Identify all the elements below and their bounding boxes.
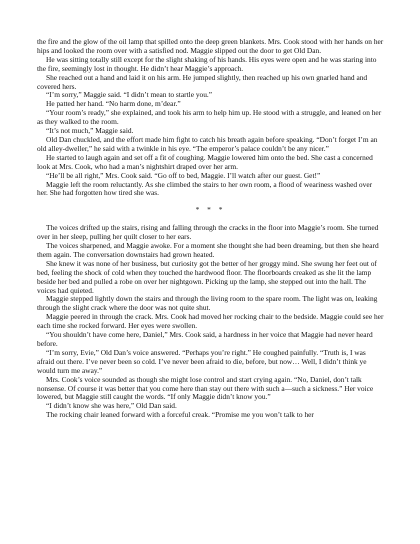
paragraph: “Your room’s ready,” she explained, and took his arm to help him up. He stood with a struggle, and leaned on her as they walked to the room. [37,108,382,127]
section-two [37,224,384,420]
paragraph: “I didn’t know she was here,” Old Dan said. [46,401,177,411]
paragraph: “He’ll be all right,” Mrs. Cook said. “Go off to bed, Maggie. I’ll watch after our guest. Get!” [46,170,321,180]
paragraph: She knew it was none of her business, but curiosity got the better of her groggy mind. She swung her feet out of bed, feeling the shock of cold when they touched the hardwood floor. The floorboards creaked as she lit the lamp beside her bed and pulled a robe on over her nightgown. Picking up the lamp, she stepped out into the hall. The voices had quieted. [37,258,377,295]
paragraph: “It’s not much,” Maggie said. [46,126,134,136]
paragraph: Mrs. Cook’s voice sounded as though she might lose control and start crying again. “No, Daniel, don’t talk nonsense. Of course it was better that you come here than stay out there with such a—such a sickness.” Her voice lowered, but Maggie still caught the words. “If only Maggie didn’t know you.” [37,374,374,402]
paragraph: The voices sharpened, and Maggie awoke. For a moment she thought she had been dreaming, but then she heard them again. The conversation downstairs had grown heated. [37,241,379,259]
section-one [37,38,384,198]
paragraph: “I’m sorry,” Maggie said. “I didn’t mean to startle you.” [46,90,213,100]
paragraph: He patted her hand. “No harm done, m’dear.” [46,99,181,109]
scene-separator: * * * [195,205,226,215]
paragraph: Maggie stepped lightly down the stairs and through the living room to the spare room. The light was on, leaking through the slight crack where the door was not quite shut. [37,294,378,313]
paragraph: He started to laugh again and set off a fit of coughing. Maggie lowered him onto the bed. She cast a concerned look at Mrs. Cook, who had a man’s nightshirt draped over her arm. [37,152,373,171]
paragraph: The voices drifted up the stairs, rising and falling through the cracks in the floor into Maggie’s room. She turned over in her sleep, pulling her quilt closer to her ears. [37,223,379,242]
paragraph: Old Dan chuckled, and the effort made him fight to catch his breath again before speaking. “Don’t forget I’m an old alley-dweller,” he said with a twinkle in his eye. “The emperor’s palace couldn’t be any nicer.” [37,134,378,153]
paragraph: Maggie left the room reluctantly. As she climbed the stairs to her own room, a flood of weariness washed over her. She had forgotten how tired she was. [37,179,373,198]
paragraph: She reached out a hand and laid it on his arm. He jumped slightly, then reached up his own gnarled hand and covered hers. [37,72,368,91]
book-page [37,38,384,420]
paragraph: He was sitting totally still except for the slight shaking of his hands. His eyes were open and he was staring into the fire, seemingly lost in thought. He didn’t hear Maggie’s approach. [37,54,377,73]
paragraph: “You shouldn’t have come here, Daniel,” Mrs. Cook said, a hardness in her voice that Maggie had never heard before. [37,330,373,348]
paragraph: Maggie peered in through the crack. Mrs. Cook had moved her rocking chair to the bedside. Maggie could see her each time she rocked forward. Her eyes were swollen. [37,312,384,331]
paragraph: the fire and the glow of the oil lamp that spilled onto the deep green blankets. Mrs. Cook stood with her hands on her hips and looked the room over with a satisfied nod. Maggie slipped out the door to get Old Dan. [37,37,384,55]
paragraph: “I’m sorry, Evie,” Old Dan’s voice answered. “Perhaps you’re right.” He coughed painfully. “Truth is, I was afraid out there. I’ve never been so cold. I’ve never been afraid to die, before, but now… Well, I didn’t think ye would turn me away.” [37,347,367,375]
paragraph: The rocking chair leaned forward with a forceful creak. “Promise me you won’t talk to her [46,410,314,420]
